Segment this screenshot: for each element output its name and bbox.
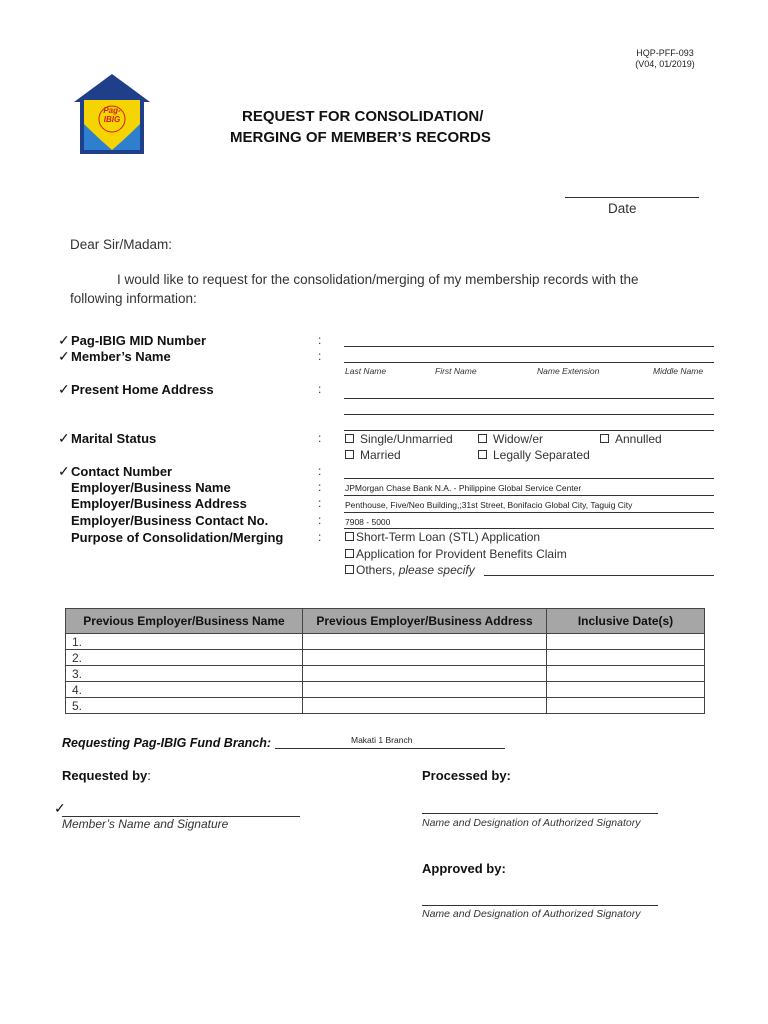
label-employer-name: Employer/Business Name — [71, 480, 231, 495]
row-number[interactable]: 1. — [66, 634, 303, 650]
employer-contact-value: 7908 - 5000 — [345, 517, 391, 527]
colon: : — [318, 464, 322, 478]
row-number[interactable]: 4. — [66, 682, 303, 698]
table-row — [66, 634, 705, 650]
signature-check-mark: ✓ — [54, 800, 66, 816]
check-mark: ✓ — [58, 430, 70, 446]
label-contact-number: Contact Number — [71, 464, 173, 479]
date-label: Date — [608, 201, 637, 216]
label-purpose: Purpose of Consolidation/Merging — [71, 530, 284, 545]
home-address-field-3[interactable] — [344, 430, 714, 431]
logo-text-bottom: IBIG — [103, 115, 121, 124]
check-mark: ✓ — [58, 332, 70, 348]
purpose-stl-label: Short-Term Loan (STL) Application — [356, 530, 541, 544]
label-marital-status: Marital Status — [71, 431, 157, 446]
intro-line-2: following information: — [70, 291, 197, 306]
row-address-cell[interactable] — [303, 682, 547, 698]
checkbox[interactable] — [478, 434, 487, 443]
approved-by-caption: Name and Designation of Authorized Signatory — [422, 908, 641, 920]
member-signature-caption: Member’s Name and Signature — [62, 817, 229, 831]
date-line[interactable] — [565, 197, 699, 198]
checkbox[interactable] — [345, 565, 354, 574]
table-row — [66, 698, 705, 714]
option-single[interactable] — [345, 432, 453, 446]
requested-by-text: Requested by — [62, 768, 148, 783]
contact-number-field[interactable] — [344, 478, 714, 479]
requested-by-label — [62, 768, 151, 783]
branch-field[interactable] — [275, 748, 505, 749]
check-mark: ✓ — [58, 348, 70, 364]
table-row — [66, 682, 705, 698]
employment-history-table — [65, 608, 705, 714]
requested-by-colon: : — [147, 768, 151, 783]
row-address-cell[interactable] — [303, 666, 547, 682]
option-annulled-label: Annulled — [615, 432, 662, 446]
colon: : — [318, 431, 322, 445]
home-address-field-2[interactable] — [344, 414, 714, 415]
colon: : — [318, 530, 322, 544]
form-version: (V04, 01/2019) — [635, 59, 695, 69]
form-code-number: HQP-PFF-093 — [636, 48, 694, 58]
branch-label: Requesting Pag-IBIG Fund Branch: — [62, 736, 272, 750]
option-widow-label: Widow/er — [493, 432, 544, 446]
check-mark: ✓ — [58, 463, 70, 479]
checkbox[interactable] — [600, 434, 609, 443]
processed-by-signature-line[interactable] — [422, 813, 658, 814]
colon: : — [318, 349, 322, 363]
title-line-2: MERGING OF MEMBER’S RECORDS — [230, 129, 491, 146]
purpose-stl[interactable] — [345, 530, 540, 544]
logo-text — [94, 106, 130, 124]
purpose-provident[interactable] — [345, 547, 567, 561]
row-number[interactable]: 3. — [66, 666, 303, 682]
row-address-cell[interactable] — [303, 698, 547, 714]
header-inclusive-dates: Inclusive Date(s) — [547, 609, 705, 634]
checkbox[interactable] — [345, 434, 354, 443]
processed-by-caption: Name and Designation of Authorized Signatory — [422, 817, 641, 829]
row-address-cell[interactable] — [303, 650, 547, 666]
header-employer-name: Previous Employer/Business Name — [66, 609, 303, 634]
label-employer-contact: Employer/Business Contact No. — [71, 513, 269, 528]
option-widow[interactable] — [478, 432, 543, 446]
employer-name-value: JPMorgan Chase Bank N.A. - Philippine Global Service Center — [345, 483, 582, 493]
name-part-first: First Name — [435, 366, 477, 376]
label-member-name: Member’s Name — [71, 349, 171, 364]
employer-contact-field[interactable] — [344, 528, 714, 529]
member-name-field[interactable] — [344, 362, 714, 363]
checkbox[interactable] — [478, 450, 487, 459]
check-mark: ✓ — [58, 381, 70, 397]
logo-text-top: Pag- — [103, 106, 121, 115]
option-single-label: Single/Unmarried — [360, 432, 453, 446]
option-separated-label: Legally Separated — [493, 448, 590, 462]
intro-line-1: I would like to request for the consolidation/merging of my membership records with the — [117, 272, 639, 287]
colon: : — [318, 496, 322, 510]
table-row — [66, 650, 705, 666]
mid-number-field[interactable] — [344, 346, 714, 347]
employer-name-field[interactable] — [344, 495, 714, 496]
colon: : — [318, 513, 322, 527]
title-line-1: REQUEST FOR CONSOLIDATION/ — [242, 108, 484, 125]
row-dates-cell[interactable] — [547, 634, 705, 650]
purpose-others-field[interactable] — [484, 575, 714, 576]
checkbox[interactable] — [345, 549, 354, 558]
table-row — [66, 666, 705, 682]
approved-by-signature-line[interactable] — [422, 905, 658, 906]
approved-by-label: Approved by: — [422, 861, 506, 876]
label-employer-address: Employer/Business Address — [71, 496, 247, 511]
form-title — [230, 106, 560, 148]
branch-value: Makati 1 Branch — [351, 735, 413, 745]
colon: : — [318, 382, 322, 396]
purpose-others-label: Others, — [356, 563, 396, 577]
row-number[interactable]: 2. — [66, 650, 303, 666]
name-part-last: Last Name — [345, 366, 387, 376]
label-mid-number: Pag-IBIG MID Number — [71, 333, 207, 348]
checkbox[interactable] — [345, 532, 354, 541]
row-dates-cell[interactable] — [547, 650, 705, 666]
row-dates-cell[interactable] — [547, 682, 705, 698]
purpose-others[interactable] — [345, 563, 475, 577]
employer-address-value: Penthouse, Five/Neo Building,;31st Street, Bonifacio Global City, Taguig City — [345, 500, 633, 510]
row-dates-cell[interactable] — [547, 666, 705, 682]
employer-address-field[interactable] — [344, 512, 714, 513]
home-address-field-1[interactable] — [344, 398, 714, 399]
salutation: Dear Sir/Madam: — [70, 237, 173, 252]
option-annulled[interactable] — [600, 432, 662, 446]
purpose-others-specify: please specify — [398, 563, 475, 577]
option-separated[interactable] — [478, 448, 590, 462]
colon: : — [318, 480, 322, 494]
header-employer-address: Previous Employer/Business Address — [303, 609, 547, 634]
checkbox[interactable] — [345, 450, 354, 459]
colon: : — [318, 333, 322, 347]
processed-by-label: Processed by: — [422, 768, 511, 783]
name-part-middle: Middle Name — [653, 366, 704, 376]
purpose-provident-label: Application for Provident Benefits Claim — [356, 547, 567, 561]
option-married-label: Married — [360, 448, 401, 462]
pag-ibig-logo — [72, 72, 152, 158]
row-address-cell[interactable] — [303, 634, 547, 650]
label-home-address: Present Home Address — [71, 382, 214, 397]
option-married[interactable] — [345, 448, 401, 462]
name-part-extension: Name Extension — [537, 366, 600, 376]
table-header-row — [66, 609, 705, 634]
row-dates-cell[interactable] — [547, 698, 705, 714]
row-number[interactable]: 5. — [66, 698, 303, 714]
form-code — [610, 48, 720, 70]
